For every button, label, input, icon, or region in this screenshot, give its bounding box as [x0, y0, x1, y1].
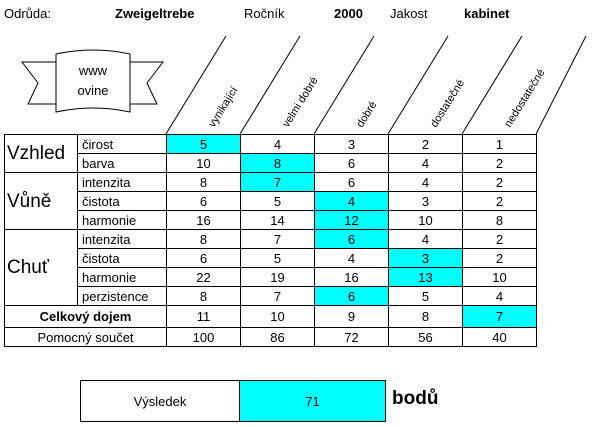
table-row — [5, 154, 537, 173]
helper-cell: 72 — [315, 328, 389, 347]
result-value[interactable]: 71 — [240, 381, 385, 421]
table-row — [5, 135, 537, 154]
score-cell[interactable]: 7 — [241, 173, 315, 192]
category-vzhled: Vzhled — [5, 135, 78, 173]
score-cell[interactable]: 5 — [241, 192, 315, 211]
score-cell[interactable]: 13 — [389, 268, 463, 287]
category-vune: Vůně — [5, 173, 78, 230]
col-header-vynikajici: vynikající — [206, 84, 241, 130]
quality-value: kabinet — [464, 6, 510, 21]
score-cell[interactable]: 7 — [241, 287, 315, 306]
result-unit: bodů — [392, 388, 439, 409]
score-cell[interactable]: 8 — [167, 230, 241, 249]
col-header-velmi-dobre: velmi dobré — [280, 75, 321, 130]
score-cell[interactable]: 3 — [389, 249, 463, 268]
scoring-table — [4, 134, 537, 347]
helper-cell: 100 — [167, 328, 241, 347]
score-cell[interactable]: 2 — [463, 173, 537, 192]
year-label: Ročník — [244, 6, 285, 21]
score-cell[interactable]: 3 — [389, 192, 463, 211]
criterion-perzistence: perzistence — [78, 287, 167, 306]
criterion-intenzita: intenzita — [78, 230, 167, 249]
score-cell[interactable]: 5 — [241, 249, 315, 268]
criterion-cistota: čistota — [78, 249, 167, 268]
score-cell[interactable]: 16 — [315, 268, 389, 287]
score-cell[interactable]: 2 — [463, 249, 537, 268]
score-cell[interactable]: 8 — [167, 287, 241, 306]
score-cell[interactable]: 4 — [389, 230, 463, 249]
score-cell[interactable]: 2 — [463, 192, 537, 211]
score-cell[interactable]: 6 — [315, 287, 389, 306]
table-row — [5, 249, 537, 268]
score-cell[interactable]: 6 — [315, 173, 389, 192]
score-cell[interactable]: 4 — [241, 135, 315, 154]
criterion-intenzita: intenzita — [78, 173, 167, 192]
helper-label: Pomocný součet — [5, 328, 167, 347]
helper-cell: 86 — [241, 328, 315, 347]
score-cell[interactable]: 8 — [241, 154, 315, 173]
score-cell[interactable]: 9 — [315, 306, 389, 328]
score-cell[interactable]: 2 — [389, 135, 463, 154]
table-row — [5, 173, 537, 192]
criterion-harmonie: harmonie — [78, 268, 167, 287]
helper-row — [5, 328, 537, 347]
criterion-barva: barva — [78, 154, 167, 173]
score-cell[interactable]: 4 — [315, 192, 389, 211]
score-cell[interactable]: 7 — [463, 306, 537, 328]
year-value: 2000 — [334, 6, 363, 21]
score-cell[interactable]: 10 — [389, 211, 463, 230]
score-cell[interactable]: 4 — [315, 249, 389, 268]
criterion-cirost: čirost — [78, 135, 167, 154]
criterion-cistota: čistota — [78, 192, 167, 211]
category-chut: Chuť — [5, 230, 78, 306]
score-cell[interactable]: 2 — [463, 154, 537, 173]
helper-cell: 40 — [463, 328, 537, 347]
score-cell[interactable]: 14 — [241, 211, 315, 230]
score-cell[interactable]: 6 — [167, 192, 241, 211]
score-cell[interactable]: 10 — [241, 306, 315, 328]
table-row — [5, 268, 537, 287]
criterion-harmonie: harmonie — [78, 211, 167, 230]
score-cell[interactable]: 11 — [167, 306, 241, 328]
score-cell[interactable]: 5 — [389, 287, 463, 306]
table-row — [5, 211, 537, 230]
score-cell[interactable]: 8 — [167, 173, 241, 192]
score-cell[interactable]: 6 — [167, 249, 241, 268]
score-cell[interactable]: 8 — [389, 306, 463, 328]
score-cell[interactable]: 2 — [463, 230, 537, 249]
score-cell[interactable]: 1 — [463, 135, 537, 154]
score-cell[interactable]: 6 — [315, 230, 389, 249]
logo-line1: www — [78, 63, 108, 78]
score-cell[interactable]: 3 — [315, 135, 389, 154]
quality-label: Jakost — [390, 6, 428, 21]
table-row — [5, 287, 537, 306]
score-cell[interactable]: 8 — [463, 211, 537, 230]
score-cell[interactable]: 22 — [167, 268, 241, 287]
variety-label: Odrůda: — [4, 6, 51, 21]
score-cell[interactable]: 7 — [241, 230, 315, 249]
col-header-dobre: dobré — [354, 99, 380, 130]
score-cell[interactable]: 4 — [389, 154, 463, 173]
score-cell[interactable]: 12 — [315, 211, 389, 230]
score-cell[interactable]: 4 — [389, 173, 463, 192]
score-cell[interactable]: 10 — [167, 154, 241, 173]
score-cell[interactable]: 16 — [167, 211, 241, 230]
table-row — [5, 192, 537, 211]
result-label: Výsledek — [81, 381, 240, 421]
variety-value: Zweigeltrebe — [115, 6, 195, 21]
total-row — [5, 306, 537, 328]
table-row — [5, 230, 537, 249]
logo-line2: ovine — [77, 83, 109, 98]
score-cell[interactable]: 4 — [463, 287, 537, 306]
result-box — [80, 380, 386, 422]
helper-cell: 56 — [389, 328, 463, 347]
column-headers — [0, 0, 592, 140]
col-header-nedostatecne: nedostatečné — [502, 67, 548, 130]
col-header-dostatecne: dostatečné — [428, 77, 468, 130]
score-cell[interactable]: 5 — [167, 135, 241, 154]
score-cell[interactable]: 10 — [463, 268, 537, 287]
score-cell[interactable]: 19 — [241, 268, 315, 287]
total-label: Celkový dojem — [5, 306, 167, 328]
score-cell[interactable]: 6 — [315, 154, 389, 173]
